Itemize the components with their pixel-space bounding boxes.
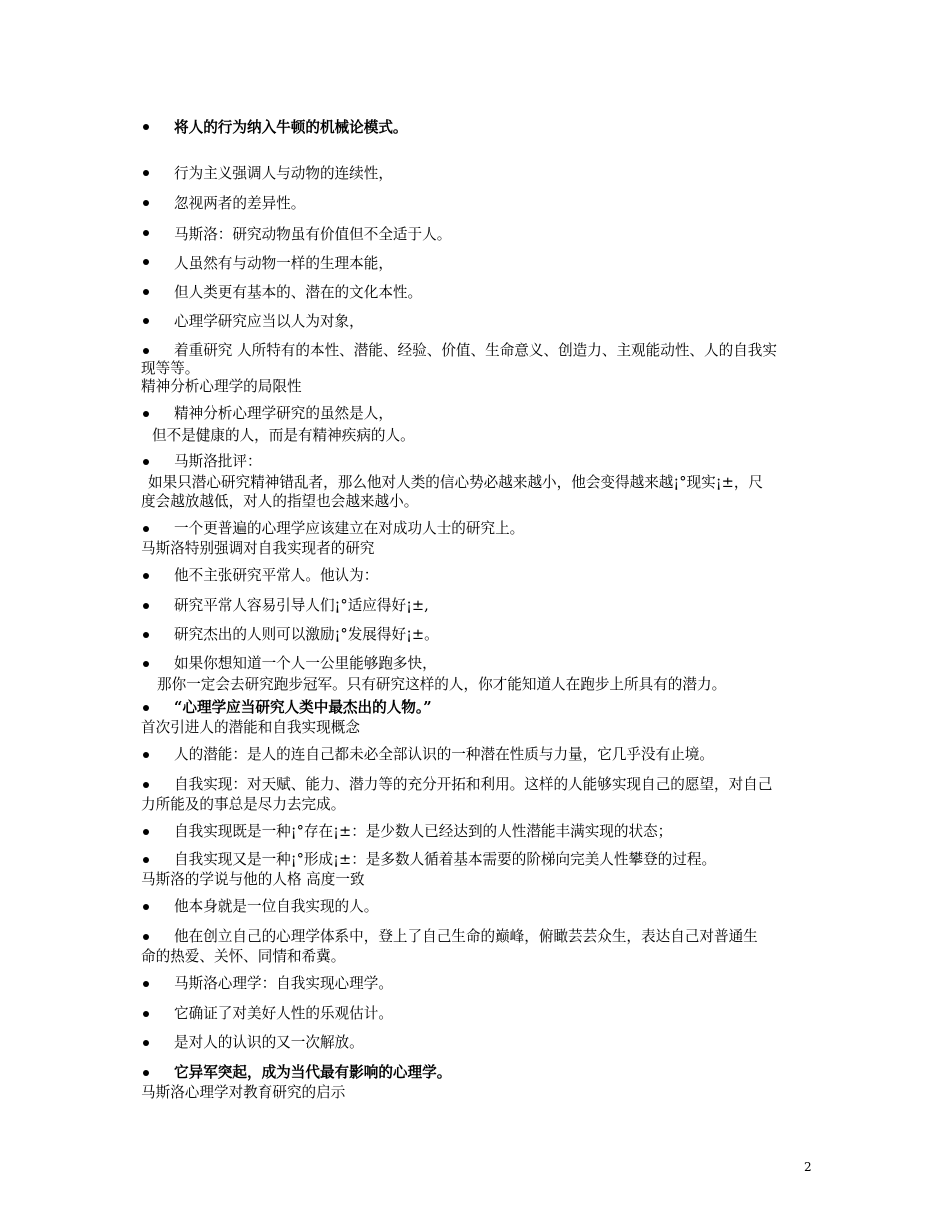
bullet-text: 人虽然有与动物一样的生理本能， bbox=[174, 255, 393, 272]
bullet-text-continuation: 现等等。 bbox=[141, 360, 200, 377]
section-heading: 马斯洛特别强调对自我实现者的研究 bbox=[141, 540, 375, 557]
bullet-icon bbox=[143, 782, 149, 788]
bullet-text: 他在创立自己的心理学体系中，登上了自己生命的巅峰，俯瞰芸芸众生，表达自己对普通生 bbox=[174, 928, 758, 945]
bullet-icon bbox=[143, 1011, 149, 1017]
page-number: 2 bbox=[804, 1160, 812, 1174]
bullet-icon bbox=[143, 632, 149, 638]
bullet-icon bbox=[143, 170, 149, 176]
bullet-icon bbox=[143, 289, 149, 295]
bullet-text: 研究平常人容易引导人们¡°适应得好¡±, bbox=[174, 597, 429, 614]
bullet-text: 忽视两者的差异性。 bbox=[174, 195, 306, 212]
bullet-text: 但人类更有基本的、潜在的文化本性。 bbox=[174, 284, 423, 301]
bullet-text: 精神分析心理学研究的虽然是人， bbox=[174, 405, 393, 422]
bullet-text: 自我实现既是一种¡°存在¡±：是少数人已经达到的人性潜能丰满实现的状态； bbox=[174, 823, 673, 840]
bullet-icon bbox=[143, 459, 149, 465]
bullet-text: 他不主张研究平常人。他认为： bbox=[174, 567, 379, 584]
bullet-text: 自我实现：对天赋、能力、潜力等的充分开拓和利用。这样的人能够实现自己的愿望，对自己 bbox=[174, 776, 773, 793]
bullet-text-continuation: 那你一定会去研究跑步冠军。只有研究这样的人，你才能知道人在跑步上所具有的潜力。 bbox=[157, 676, 727, 693]
bullet-icon bbox=[143, 230, 149, 236]
bullet-text-continuation: 力所能及的事总是尽力去完成。 bbox=[141, 796, 346, 813]
bullet-icon bbox=[143, 829, 149, 835]
bullet-text: 如果你想知道一个人一公里能够跑多快， bbox=[174, 655, 437, 672]
bullet-icon bbox=[143, 259, 149, 265]
bullet-icon bbox=[143, 981, 149, 987]
bullet-text: 是对人的认识的又一次解放。 bbox=[174, 1034, 364, 1051]
bullet-text: 将人的行为纳入牛顿的机械论模式。 bbox=[174, 119, 408, 136]
bullet-icon bbox=[143, 1040, 149, 1046]
section-heading: 精神分析心理学的局限性 bbox=[141, 378, 302, 395]
section-heading: 首次引进人的潜能和自我实现概念 bbox=[141, 719, 360, 736]
bullet-icon bbox=[143, 705, 149, 711]
section-heading: 马斯洛心理学对教育研究的启示 bbox=[141, 1084, 346, 1101]
bullet-text-continuation: 如果只潜心研究精神错乱者，那么他对人类的信心势必越来越小，他会变得越来越¡°现实¡±，尺 bbox=[148, 474, 764, 491]
bullet-text: 心理学研究应当以人为对象， bbox=[174, 313, 364, 330]
bullet-text: 自我实现又是一种¡°形成¡±：是多数人循着基本需要的阶梯向完美人性攀登的过程。 bbox=[174, 851, 717, 868]
bullet-text: 马斯洛心理学：自我实现心理学。 bbox=[174, 975, 393, 992]
bullet-text: 人的潜能：是人的连自己都未必全部认识的一种潜在性质与力量，它几乎没有止境。 bbox=[174, 746, 714, 763]
bullet-icon bbox=[143, 603, 149, 609]
bullet-icon bbox=[143, 411, 149, 417]
bullet-icon bbox=[143, 573, 149, 579]
section-heading: 马斯洛的学说与他的人格 高度一致 bbox=[141, 871, 365, 888]
bullet-icon bbox=[143, 200, 149, 206]
bullet-text: “心理学应当研究人类中最杰出的人物。” bbox=[174, 699, 432, 716]
bullet-text: 马斯洛：研究动物虽有价值但不全适于人。 bbox=[174, 226, 452, 243]
bullet-icon bbox=[143, 934, 149, 940]
bullet-text-continuation: 但不是健康的人，而是有精神疾病的人。 bbox=[152, 427, 415, 444]
bullet-icon bbox=[143, 318, 149, 324]
bullet-text: 马斯洛批评： bbox=[174, 453, 262, 470]
bullet-icon bbox=[143, 348, 149, 354]
bullet-text: 他本身就是一位自我实现的人。 bbox=[174, 898, 379, 915]
bullet-icon bbox=[143, 904, 149, 910]
bullet-text: 一个更普遍的心理学应该建立在对成功人士的研究上。 bbox=[174, 520, 525, 537]
bullet-icon bbox=[143, 752, 149, 758]
bullet-text-continuation: 度会越放越低，对人的指望也会越来越小。 bbox=[141, 493, 419, 510]
bullet-icon bbox=[143, 857, 149, 863]
bullet-icon bbox=[143, 1070, 149, 1076]
bullet-icon bbox=[143, 124, 149, 130]
bullet-text: 研究杰出的人则可以激励¡°发展得好¡±。 bbox=[174, 626, 439, 643]
bullet-text: 它确证了对美好人性的乐观估计。 bbox=[174, 1005, 393, 1022]
bullet-text: 着重研究 人所特有的本性、潜能、经验、价值、生命意义、创造力、主观能动性、人的自我实 bbox=[174, 342, 777, 359]
bullet-icon bbox=[143, 661, 149, 667]
bullet-text-continuation: 命的热爱、关怀、同情和希冀。 bbox=[141, 948, 346, 965]
bullet-icon bbox=[143, 526, 149, 532]
bullet-text: 它异军突起，成为当代最有影响的心理学。 bbox=[174, 1064, 452, 1081]
bullet-text: 行为主义强调人与动物的连续性， bbox=[174, 165, 393, 182]
